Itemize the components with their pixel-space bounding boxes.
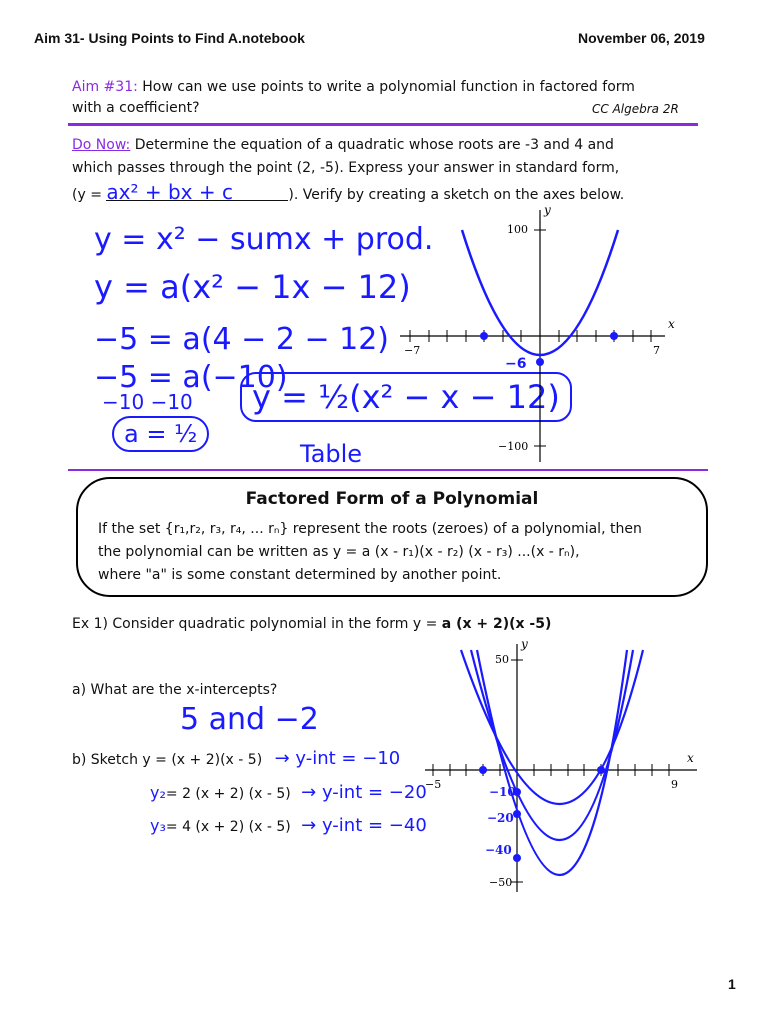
aim-question: How can we use points to write a polynomial function in factored form bbox=[137, 79, 635, 95]
graph1-x-right-label: 7 bbox=[653, 344, 660, 357]
example1-intro-text: Ex 1) Consider quadratic polynomial in the form y = bbox=[72, 616, 442, 632]
do-now-line3-end: ). Verify by creating a sketch on the axes below. bbox=[288, 187, 625, 203]
handwork-line4: −5 = a(−10) bbox=[94, 360, 288, 395]
graph2-root-left bbox=[479, 766, 487, 774]
graph2-ticks bbox=[433, 660, 669, 882]
example1-graph bbox=[415, 630, 715, 900]
graph2-root-right bbox=[597, 766, 605, 774]
do-now-answer-box: y = ½(x² − x − 12) bbox=[240, 372, 572, 422]
do-now-graph bbox=[390, 200, 700, 470]
do-now-line1 bbox=[72, 137, 614, 153]
aim-line2: with a coefficient? bbox=[72, 100, 200, 116]
question-b-label: b) Sketch y bbox=[72, 752, 151, 768]
graph1-root-right bbox=[610, 332, 618, 340]
graph2-y-intercept-2 bbox=[513, 810, 521, 818]
y2-label: y₂ bbox=[150, 783, 166, 802]
graph2-note-3: −40 bbox=[485, 843, 512, 857]
y3-note: → y-int = −40 bbox=[301, 815, 427, 836]
vertex-note: −6 bbox=[505, 356, 527, 372]
graph2-x-axis-label: x bbox=[687, 751, 694, 765]
document-title: Aim 31- Using Points to Find A.notebook bbox=[34, 30, 305, 46]
y2-note: → y-int = −20 bbox=[301, 782, 427, 803]
do-now-line2: which passes through the point (2, -5). Express your answer in standard form, bbox=[72, 160, 620, 176]
answer-a: 5 and −2 bbox=[180, 702, 319, 737]
table-note: Table bbox=[300, 440, 363, 468]
section-divider-2 bbox=[68, 469, 708, 471]
graph1-root-left bbox=[480, 332, 488, 340]
y3-label: y₃ bbox=[150, 816, 166, 835]
example1-equation: a (x + 2)(x -5) bbox=[441, 616, 552, 632]
graph1-y-axis-label: y bbox=[544, 203, 551, 217]
y2-equation: = 2 (x + 2) (x - 5) bbox=[165, 786, 291, 802]
graph2-x-right-label: 9 bbox=[671, 778, 678, 791]
factored-form-line1: If the set {r₁,r₂, r₃, r₄, ... rₙ} represent the roots (zeroes) of a polynomial, then bbox=[98, 521, 642, 537]
handwork-line3: −5 = a(4 − 2 − 12) bbox=[94, 322, 389, 357]
factored-form-title: Factored Form of a Polynomial bbox=[245, 489, 539, 509]
graph2-y-top-label: 50 bbox=[495, 653, 509, 666]
equation-y2 bbox=[150, 782, 427, 803]
graph2-y-bottom-label: −50 bbox=[489, 876, 513, 889]
standard-form-blank: ax² + bx + c bbox=[106, 184, 288, 201]
handwork-line5: −10 −10 bbox=[102, 390, 193, 414]
graph2-note-1: −10 bbox=[489, 785, 516, 799]
equation-y3 bbox=[150, 815, 427, 836]
do-now-label: Do Now: bbox=[72, 137, 131, 153]
factored-form-box bbox=[76, 477, 708, 597]
graph2-x-left-label: −5 bbox=[425, 778, 442, 791]
question-b-eq1: = (x + 2)(x - 5) bbox=[150, 752, 263, 768]
aim-label: Aim #31: bbox=[72, 79, 138, 95]
aim-line1 bbox=[72, 79, 635, 95]
coefficient-circled: a = ½ bbox=[112, 416, 209, 452]
graph2-y-axis-label: y bbox=[521, 637, 528, 651]
question-b bbox=[72, 748, 400, 769]
document-date: November 06, 2019 bbox=[578, 30, 705, 46]
handwork-line2: y = a(x² − 1x − 12) bbox=[94, 268, 411, 306]
graph2-y-intercept-3 bbox=[513, 854, 521, 862]
graph2-note-2: −20 bbox=[487, 811, 514, 825]
question-a: a) What are the x-intercepts? bbox=[72, 682, 278, 698]
graph1-x-left-label: −7 bbox=[404, 344, 421, 357]
graph1-x-axis-label: x bbox=[668, 317, 675, 331]
section-divider bbox=[68, 123, 698, 126]
page-number: 1 bbox=[728, 976, 736, 992]
question-b-note1: → y-int = −10 bbox=[274, 748, 401, 769]
graph1-y-top-label: 100 bbox=[507, 223, 528, 236]
graph1-y-intercept bbox=[536, 358, 544, 366]
y3-equation: = 4 (x + 2) (x - 5) bbox=[165, 819, 291, 835]
do-now-text1: Determine the equation of a quadratic whose roots are -3 and 4 and bbox=[130, 137, 614, 153]
handwork-line1: y = x² − sumx + prod. bbox=[94, 222, 434, 257]
factored-form-line3: where "a" is some constant determined by another point. bbox=[98, 567, 502, 583]
course-label: CC Algebra 2R bbox=[592, 102, 679, 116]
factored-form-line2: the polynomial can be written as y = a (x - r₁)(x - r₂) (x - r₃) ...(x - rₙ), bbox=[98, 544, 580, 560]
do-now-line3-start: (y = bbox=[72, 187, 107, 203]
graph1-y-bottom-label: −100 bbox=[498, 440, 529, 453]
